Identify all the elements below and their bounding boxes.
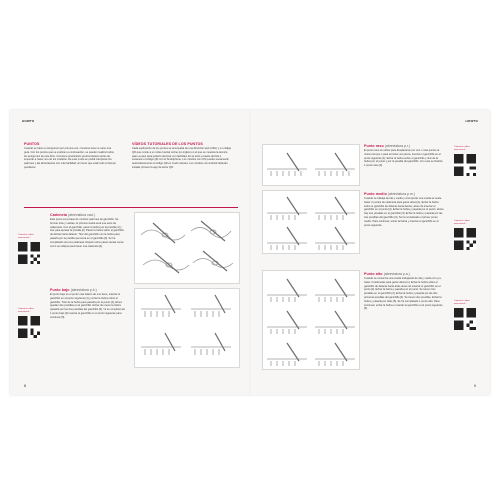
videos-text: Cada explicación de los puntos se acompaña de una dirección web (URL) y un código QR que remite a un vídeo tutorial online (en inglés) en el que se muestra la técnica paso a paso para poderlo dominar con facilidad. En el texto a través del link o escanear el código QR con el Smartphone. Los móviles con iOS pueden escanearlo automáticamente el código QR en modo cámara. Los móviles con Android deberán instalar primero la app de lector QR. [132, 147, 232, 169]
cadeneta-step-photos [134, 212, 240, 284]
punto-medio-title [364, 192, 415, 196]
puntos-intro-text: Cuando se hace un Amigurumi por primera vez, conviene tener a mano una guía. Con los puntos que se explican a continuación, se pueden realizar todos los amigurumi de este libro. Conviene practicarlos puntos básicos antes de empezar a hacer uno de los modelos. De este modo se podrá interpretar los patrones y las abreviaturas con más facilidad, sin tener que estar todo el tiempo pendiente. [24, 147, 116, 169]
puntos-title: PUNTOS [24, 142, 40, 146]
left-folio: 8 [24, 384, 26, 388]
punto-alto-name: Punto alto [364, 272, 383, 276]
qr-block-punto-bajo [18, 308, 44, 338]
left-running-head: HOWTO [22, 119, 35, 123]
cadeneta-name: Cadeneta [50, 213, 67, 217]
qr-block-cadeneta [18, 234, 44, 264]
qr-code-image[interactable] [18, 242, 40, 264]
qr-code-image[interactable] [18, 316, 40, 338]
punto-alto-title [364, 272, 410, 276]
section-rule [24, 207, 238, 208]
punto-raso-abbr: (abreviatura p.r.) [384, 144, 411, 148]
qr-caption: Tutorial en vídeo: www.search... [454, 146, 470, 151]
punto-raso-step-photos [262, 144, 360, 186]
punto-raso-title [364, 144, 410, 148]
punto-bajo-step-photos [134, 288, 240, 368]
cadeneta-text: Este punto es la base de muchos patrones de ganchillo. Se forman tiras y vueltas, la primera vuelta será una serie de cadenetas. Con el ganchillo, sacar la hebra por la presilla [1] y tirar para apretar la presilla [2]. Pasar la hebra sobre el ganchillo de detrás hacia delante. Tirar del ganchillo con la hebra para pasarla por la presilla que tenía en el ganchillo [3]. Se ha completado así una cadeneta. Repetir estos pasos tantas veces como se indique para hacer una cadeneta [4]. [50, 218, 124, 248]
qr-block-punto-alto [454, 300, 480, 330]
punto-alto-text: Cuando se comienza una vuelta trabajando de ida y vuelta con p.a. hacer 3 cadenetas para ganar altura [1]. Echar la hebra sobre el ganchillo de delante hacia atrás antes de insertar el ganchillo en el punto [2]. Echar la hebra y pasarla por el punto. Se tienen tres presillas en el ganchillo [3]. Echar la hebra y pasarla por las dos primeras presillas del ganchillo [4]. Se tienen dos presillas. Echar la hebra y pasarla por ellas [5]. Se ha completado 1 punto alto. Para continuar, echar la hebra e insertar el ganchillo en el punto siguiente [6]. [364, 277, 443, 311]
qr-code-image[interactable] [454, 228, 476, 250]
punto-medio-abbr: (abreviatura p.m.) [387, 192, 415, 196]
punto-alto-step-photos [262, 270, 360, 370]
right-running-head: HOWTO [465, 119, 478, 123]
punto-bajo-title [50, 288, 97, 292]
qr-code-image[interactable] [454, 154, 476, 176]
punto-raso-name: Punto raso [364, 144, 384, 148]
qr-block-punto-medio [454, 220, 480, 250]
book-spread [10, 110, 490, 395]
punto-bajo-name: Punto bajo [50, 288, 70, 292]
cadeneta-title [50, 213, 95, 217]
qr-caption: Tutorial en vídeo: www.search... [18, 308, 34, 313]
right-folio: 9 [474, 384, 476, 388]
punto-alto-abbr: (abreviatura p.a.) [383, 272, 410, 276]
qr-caption: Tutorial en vídeo: www.search... [454, 220, 470, 225]
punto-medio-name: Punto medio [364, 192, 387, 196]
videos-title: VÍDEOS TUTORIALES DE LOS PUNTOS [132, 142, 203, 146]
punto-raso-text: El punto raso se utiliza para desplazarse por uno o más puntos al mismo tiempo o para terminar una pieza. Insertar el ganchillo en el punto siguiente [1]. Echar la hebra sobre el ganchillo y tirar de la hebra por el punto y por la presilla del ganchillo. Con esto se finaliza 1 punto raso [2]. [364, 149, 443, 168]
right-page [250, 110, 490, 395]
punto-bajo-text: El punto bajo es el punto más básico de uno tiene, insertar el ganchillo en el punto siguiente [1] y echar la hebra sobre el ganchillo. Tirar de la hebra para pasarla por el punto [2]; ahora quedan dos presillas en el ganchillo. Echar de nuevo la hebra (pasarla por las dos presillas del ganchillo [3]. Ya se completó así 1 punto bajo [4] insertar el ganchillo en el punto siguiente para continuar [5]. [50, 293, 126, 319]
qr-caption: Tutorial en vídeo: www.search... [454, 300, 470, 305]
qr-code-image[interactable] [454, 308, 476, 330]
cadeneta-abbr: (abreviatura cad.) [68, 213, 95, 217]
qr-block-punto-raso [454, 146, 480, 176]
punto-medio-text: Cuando se trabaja de ida y vuelta y al empezar una vuelta se suele hacer 2 puntos de cadeneta para ganar altura [1]. Echar la hebra sobre el ganchillo de delante hacia detrás, antes de insertar el ganchillo en el punto [2]. Echar la hebra y pasarla por el punto; ahora hay tres presillas en el ganchillo [3]. Echar la hebra y pasarla por las tres presillas del ganchillo [4]. Se ha completado el primer punto medio. Para continuar, echar la hebra y insertar el ganchillo en el punto siguiente. [364, 197, 444, 227]
punto-bajo-abbr: (abreviatura p.b.) [70, 288, 97, 292]
qr-caption: Tutorial en vídeo: www.search... [18, 234, 34, 239]
punto-medio-step-photos [262, 190, 360, 254]
left-page [10, 110, 250, 395]
